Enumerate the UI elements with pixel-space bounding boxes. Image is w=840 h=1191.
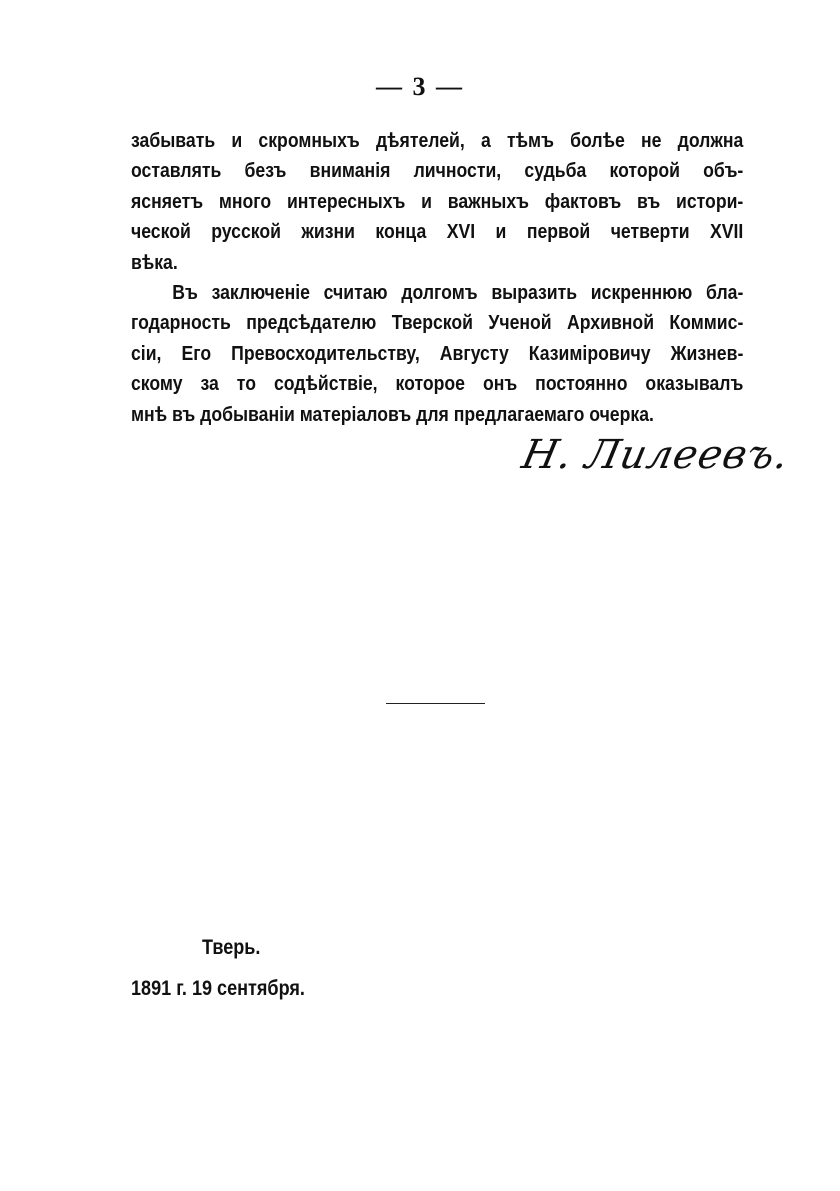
author-signature: Н. Лилеевъ. [518,432,794,478]
text-line: ясняетъ много интересныхъ и важныхъ фактовъ въ истори- [131,189,744,213]
text-line: вѣка. [131,250,178,274]
text-line: оставлять безъ вниманія личности, судьба которой объ- [131,159,744,183]
text-line: скому за то содѣйствіе, которое онъ постоянно оказывалъ [131,372,744,396]
text-line: Въ заключеніе считаю долгомъ выразить искреннюю бла- [172,281,744,305]
text-line: ческой русской жизни конца XVI и первой четверти XVII [131,220,744,244]
text-line: забывать и скромныхъ дѣятелей, а тѣмъ болѣе не должна [131,129,744,152]
body-text [131,126,744,430]
page-number: — 3 — [376,72,464,101]
section-divider [386,703,485,704]
text-line: сіи, Его Превосходительству, Августу Казиміровичу Жизнев- [131,341,744,365]
place-of-writing: Тверь. [202,936,261,959]
text-line: годарность предсѣдателю Тверской Ученой Архивной Коммис- [131,311,744,335]
date-of-writing: 1891 г. 19 сентября. [131,977,305,1000]
text-line: мнѣ въ добываніи матеріаловъ для предлагаемаго очерка. [131,402,654,426]
